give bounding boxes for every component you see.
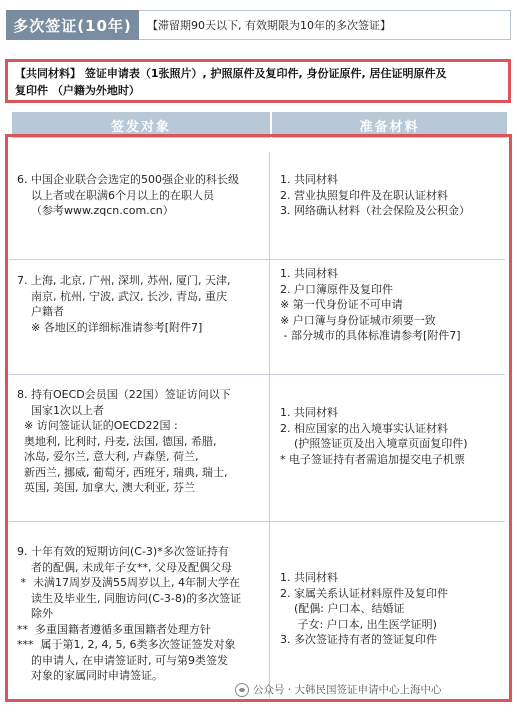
text-line: 新西兰, 挪威, 葡萄牙, 西班牙, 瑞典, 瑞士,: [17, 465, 228, 479]
text-line: 2. 相应国家的出入境事实认证材料: [280, 421, 448, 435]
text-line: 对象的家属同时申请签证。: [17, 669, 163, 682]
text-line: 英国, 美国, 加拿大, 澳大利亚, 芬兰: [17, 481, 195, 494]
row-9-recipients: [9, 522, 270, 698]
common-materials-line-2: 复印件 （户籍为外地时）: [15, 84, 140, 97]
text-line: 7. 上海, 北京, 广州, 深圳, 苏州, 厦门, 天津,: [17, 274, 231, 287]
text-line: 者的配偶, 未成年子女**, 父母及配偶父母: [17, 560, 232, 574]
text-line: 6. 中国企业联合会选定的500强企业的科长级: [17, 173, 239, 186]
text-line: (护照签证页及出入境章页面复印件): [280, 437, 468, 450]
text-line: 读生及毕业生, 同胞访问(C-3-8)的多次签证: [17, 591, 242, 605]
page-title: 多次签证(10年): [6, 10, 139, 40]
text-line: (配偶: 户口本、结婚证: [280, 602, 405, 615]
text-line: 子女: 户口本, 出生医学证明): [280, 617, 437, 631]
text-line: *** 属于第1, 2, 4, 5, 6类多次签证签发对象: [17, 638, 236, 651]
text-line: 3. 网络确认材料（社会保险及公积金）: [280, 204, 470, 217]
text-line: 1. 共同材料: [280, 267, 338, 280]
text-line: 3. 多次签证持有者的签证复印件: [280, 633, 437, 646]
row-7-materials: [270, 260, 505, 374]
row-6-materials: [270, 152, 505, 259]
text-line: * 电子签证持有者需追加提交电子机票: [280, 452, 465, 466]
wechat-icon: [235, 683, 249, 697]
watermark: [235, 682, 442, 697]
text-line: 2. 家属关系认证材料原件及复印件: [280, 586, 448, 600]
text-line: 1. 共同材料: [280, 173, 338, 186]
text-line: 9. 十年有效的短期访问(C-3)*多次签证持有: [17, 545, 229, 558]
text-line: ※ 访问签证认证的OECD22国 :: [17, 419, 178, 432]
table-row: [9, 375, 505, 522]
text-line: 冰岛, 爱尔兰, 意大利, 卢森堡, 荷兰,: [17, 450, 199, 463]
row-9-materials: [270, 522, 505, 698]
text-line: 奥地利, 比利时, 丹麦, 法国, 德国, 希腊,: [17, 434, 217, 448]
table-row: [9, 152, 505, 260]
row-8-materials: [270, 375, 505, 521]
text-line: 户籍者: [17, 305, 64, 318]
text-line: 2. 营业执照复印件及在职认证材料: [280, 188, 448, 202]
table-row: [9, 260, 505, 375]
text-line: - 部分城市的具体标准请参考[附件7]: [280, 329, 461, 342]
text-line: 以上者或在职满6个月以上的在职人员: [17, 188, 214, 202]
text-line: ** 多重国籍者遵循多重国籍者处理方针: [17, 622, 211, 636]
table-row: [9, 522, 505, 698]
watermark-text: 公众号 · 大韩民国签证申请中心上海中心: [253, 684, 442, 696]
text-line: 1. 共同材料: [280, 571, 338, 584]
column-header-materials: 准备材料: [359, 119, 420, 135]
text-line: 除外: [17, 607, 53, 620]
text-line: ※ 户口簿与身份证城市须要一致: [280, 313, 436, 327]
text-line: 2. 户口簿原件及复印件: [280, 282, 393, 296]
text-line: 8. 持有OECD会员国（22国）签证访问以下: [17, 388, 231, 401]
row-8-recipients: [9, 375, 270, 521]
text-line: （参考www.zqcn.com.cn）: [17, 204, 174, 217]
text-line: 1. 共同材料: [280, 406, 338, 419]
text-line: 国家1次以上者: [17, 403, 104, 417]
text-line: * 未满17周岁及满55周岁以上, 4年制大学在: [17, 576, 240, 589]
common-materials-line-1: 【共同材料】 签证申请表（1张照片）, 护照原件及复印件, 身份证原件, 居住证明原件及: [15, 67, 447, 80]
text-line: ※ 第一代身份证不可申请: [280, 298, 403, 311]
row-6-recipients: [9, 152, 270, 259]
row-7-recipients: [9, 260, 270, 374]
header-note: 【滞留期90天以下, 有效期限为10年的多次签证】: [139, 10, 511, 40]
column-header-recipients: 签发对象: [12, 112, 272, 138]
text-line: ※ 各地区的详细标准请参考[附件7]: [17, 320, 203, 334]
text-line: 南京, 杭州, 宁波, 武汉, 长沙, 青岛, 重庆: [17, 289, 227, 303]
page-header: [6, 10, 511, 40]
text-line: 的申请人, 在申请签证时, 可与第9类签发: [17, 653, 228, 667]
common-materials-box: [5, 59, 511, 103]
